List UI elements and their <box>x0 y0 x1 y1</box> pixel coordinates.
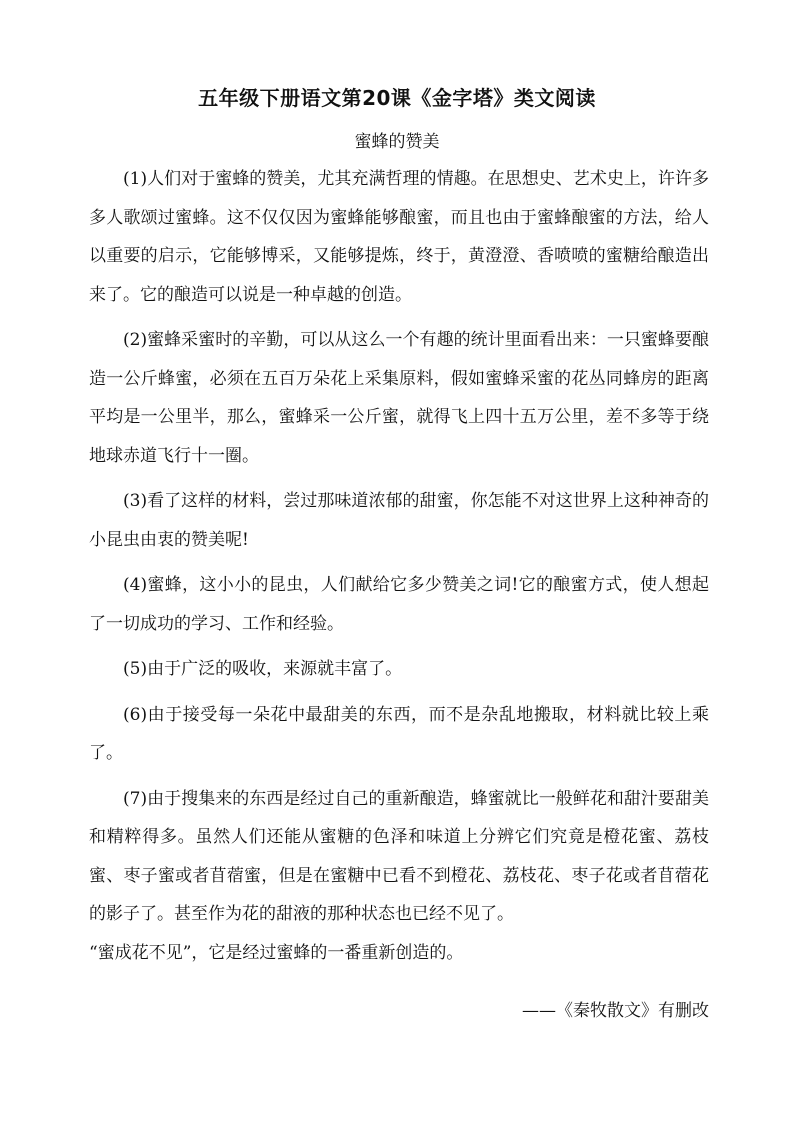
paragraph-6: (6)由于接受每一朵花中最甜美的东西，而不是杂乱地搬取，材料就比较上乘了。 <box>89 704 709 763</box>
document-title: 五年级下册语文第20课《金字塔》类文阅读 <box>198 86 596 110</box>
paragraph-1: (1)人们对于蜜蜂的赞美，尤其充满哲理的情趣。在思想史、艺术史上，许许多多人歌颂过蜜蜂。这不仅仅因为蜜蜂能够酿蜜，而且也由于蜜蜂酿蜜的方法，给人以重要的启示，它能够博采，又能够提炼，终于，黄澄澄、香喷喷的蜜糖给酿造出来了。它的酿造可以说是一种卓越的创造。 <box>89 169 709 305</box>
paragraph-2: (2)蜜蜂采蜜时的辛勤，可以从这么一个有趣的统计里面看出来：一只蜜蜂要酿造一公斤蜂蜜，必须在五百万朵花上采集原料，假如蜜蜂采蜜的花丛同蜂房的距离平均是一公里半，那么，蜜蜂采一公斤蜜，就得飞上四十五万公里，差不多等于绕地球赤道飞行十一圈。 <box>89 330 709 466</box>
source-attribution: ——《秦牧散文》有删改 <box>522 1001 709 1021</box>
paragraph-4: (4)蜜蜂，这小小的昆虫，人们献给它多少赞美之词!它的酿蜜方式，使人想起了一切成功的学习、工作和经验。 <box>89 575 709 634</box>
paragraph-5: (5)由于广泛的吸收，来源就丰富了。 <box>123 659 403 679</box>
paragraph-3: (3)看了这样的材料，尝过那味道浓郁的甜蜜，你怎能不对这世界上这种神奇的小昆虫由衷的赞美呢! <box>89 491 709 550</box>
paragraph-7-continuation: “蜜成花不见”，它是经过蜜蜂的一番重新创造的。 <box>89 942 464 963</box>
paragraph-7: (7)由于搜集来的东西是经过自己的重新酿造，蜂蜜就比一般鲜花和甜汁要甜美和精粹得多。虽然人们还能从蜜糖的色泽和味道上分辨它们究竟是橙花蜜、荔枝蜜、枣子蜜或者苜蓿蜜，但是在蜜糖中已看不到橙花、荔枝花、枣子花或者苜蓿花的影子了。甚至作为花的甜液的那种状态也已经不见了。 <box>89 788 709 924</box>
article-body <box>89 160 709 979</box>
article-title: 蜜蜂的赞美 <box>354 132 440 152</box>
